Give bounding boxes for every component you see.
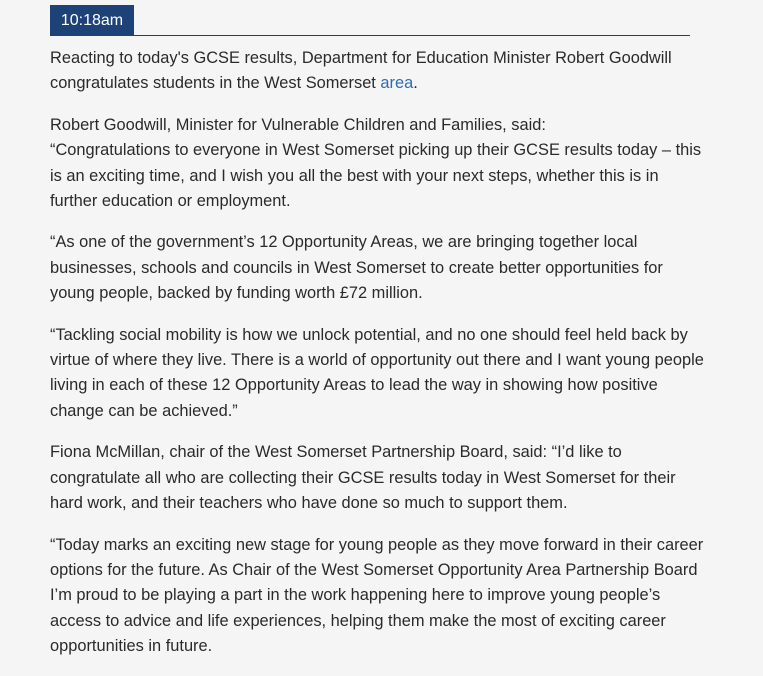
paragraph-social-mobility: “Tackling social mobility is how we unlock potential, and no one should feel held back by virtue of where they live. There is a world of opportunity out there and I want young people living in each of these 12 Opportunity Areas to lead the way in showing how positive change can be achieved.” (50, 325, 704, 420)
paragraph-intro (50, 46, 710, 97)
paragraph-minister-attribution: Robert Goodwill, Minister for Vulnerable Children and Families, said: (50, 115, 546, 134)
post-content (50, 46, 710, 676)
area-link[interactable]: area (380, 74, 414, 93)
paragraph-minister-quote: “Congratulations to everyone in West Somerset picking up their GCSE results today – this is an exciting time, and I wish you all the best with your next steps, whether this is in further education or employment. (50, 141, 702, 211)
post-time-header (50, 5, 690, 36)
paragraph-new-stage: “Today marks an exciting new stage for young people as they move forward in their career options for the future. As Chair of the West Somerset Opportunity Area Partnership Board I’m proud to be playing a part in the work happening here to improve young people’s access to advice and life experiences, helping them make the most of exciting career opportunities in future. (50, 535, 704, 656)
paragraph-opportunity-areas: “As one of the government’s 12 Opportunity Areas, we are bringing together local businesses, schools and councils in West Somerset to create better opportunities for young people, backed by funding worth £72 million. (50, 233, 663, 303)
paragraph-chair-quote: Fiona McMillan, chair of the West Somerset Partnership Board, said: “I’d like to congratulate all who are collecting their GCSE results today in West Somerset for their hard work, and their teachers who have done so much to support them. (50, 443, 676, 513)
post-time-badge: 10:18am (50, 5, 134, 36)
paragraph-intro-text: Reacting to today's GCSE results, Department for Education Minister Robert Goodwill congratulates students in the West Somerset (50, 49, 672, 93)
paragraph-intro-end: . (413, 74, 418, 93)
